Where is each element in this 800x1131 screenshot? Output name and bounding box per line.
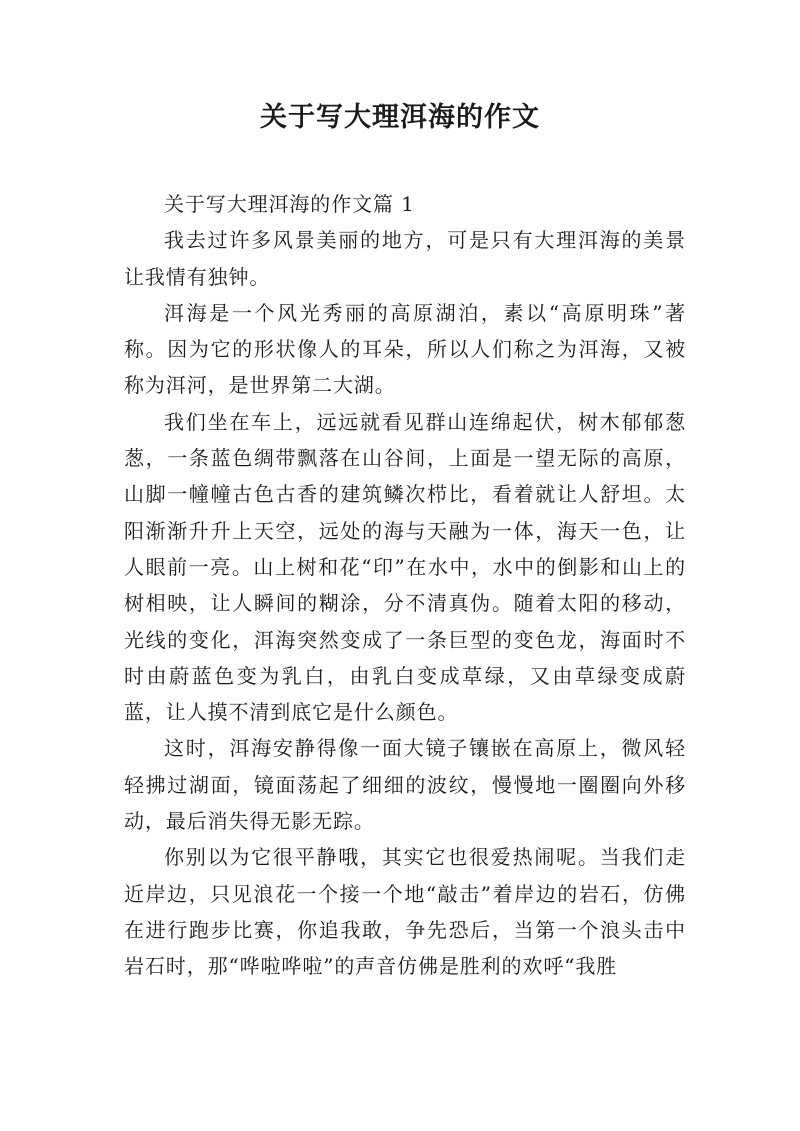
paragraph-scenery: 我们坐在车上，远远就看见群山连绵起伏，树木郁郁葱葱，一条蓝色绸带飘落在山谷间，上面是一望无际的高原，山脚一幢幢古色古香的建筑鳞次栉比，看着就让人舒坦。太阳渐渐升升上天空，远处的海与天融为一体，海天一色，让人眼前一亮。山上树和花“印”在水中，水中的倒影和山上的树相映，让人瞬间的糊涂，分不清真伪。随着太阳的移动，光线的变化，洱海突然变成了一条巨型的变色龙，海面时不时由蔚蓝色变为乳白，由乳白变成草绿，又由草绿变成蔚蓝，让人摸不清到底它是什么颜色。	[124, 409, 686, 725]
document-body	[124, 186, 686, 985]
paragraph-waves: 你别以为它很平静哦，其实它也很爱热闹呢。当我们走近岸边，只见浪花一个接一个地“敲击”着岸边的岩石，仿佛在进行跑步比赛，你追我敢，争先恐后，当第一个浪头击中岩石时，那“哗啦哗啦”的声音仿佛是胜利的欢呼“我胜	[124, 845, 686, 979]
document-title: 关于写大理洱海的作文	[260, 102, 540, 133]
paragraph-erhai-description: 洱海是一个风光秀丽的高原湖泊，素以“高原明珠”著称。因为它的形状像人的耳朵，所以人们称之为洱海，又被称为洱河，是世界第二大湖。	[124, 300, 686, 398]
paragraph-intro: 我去过许多风景美丽的地方，可是只有大理洱海的美景让我情有独钟。	[124, 228, 686, 289]
section-heading: 关于写大理洱海的作文篇 1	[164, 192, 415, 216]
paragraph-calm-lake: 这时，洱海安静得像一面大镜子镶嵌在高原上，微风轻轻拂过湖面，镜面荡起了细细的波纹，慢慢地一圈圈向外移动，最后消失得无影无踪。	[124, 736, 686, 834]
